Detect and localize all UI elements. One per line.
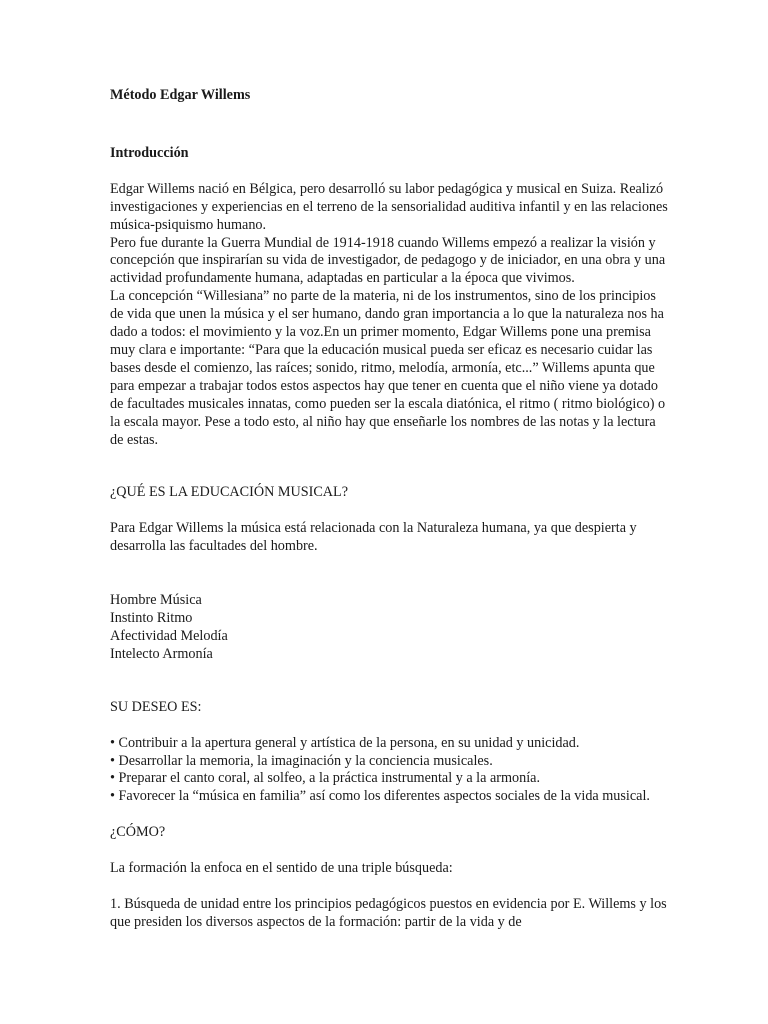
pair-item: Intelecto Armonía <box>110 645 213 662</box>
document-title: Método Edgar Willems <box>110 87 251 103</box>
intro-heading: Introducción <box>110 144 189 161</box>
bullet-item: • Favorecer la “música en familia” así como los diferentes aspectos sociales de la vida musical. <box>110 788 650 805</box>
pairs-list <box>110 592 670 664</box>
wish-bullets <box>110 735 670 807</box>
document-page <box>110 87 670 932</box>
education-text: Para Edgar Willems la música está relacionada con la Naturaleza humana, ya que despierta y desarrolla las facultades del hombre. <box>110 520 637 555</box>
wish-heading: SU DESEO ES: <box>110 698 202 715</box>
bullet-item: • Preparar el canto coral, al solfeo, a la práctica instrumental y a la armonía. <box>110 770 541 787</box>
how-text: La formación la enfoca en el sentido de una triple búsqueda: <box>110 860 453 877</box>
how-heading: ¿CÓMO? <box>110 824 166 841</box>
how-item-1: 1. Búsqueda de unidad entre los principios pedagógicos puestos en evidencia por E. Willems y los que presiden los diversos aspectos de la formación: partir de la vida y de <box>110 896 667 930</box>
intro-paragraph-3: La concepción “Willesiana” no parte de la materia, ni de los instrumentos, sino de los principios de vida que unen la música y el ser humano, dando gran importancia a lo que la naturaleza nos ha dado a todos: el movimiento y la voz.En un primer momento, Edgar Willems pone una premisa muy clara e importante: “Para que la educación musical pueda ser eficaz es necesario cuidar las bases desde el comienzo, las raíces; sonido, ritmo, melodía, armonía, etc...” Willems apunta que para empezar a trabajar todos estos aspectos hay que tener en cuenta que el niño viene ya dotado de facultades musicales innatas, como pueden ser la escala diatónica, el ritmo ( ritmo biológico) o la escala mayor. Pese a todo esto, al niño hay que enseñarle los nombres de las notas y la lectura de estas. <box>110 288 666 448</box>
education-heading: ¿QUÉ ES LA EDUCACIÓN MUSICAL? <box>110 484 349 501</box>
pair-item: Instinto Ritmo <box>110 610 193 627</box>
intro-paragraph-2: Pero fue durante la Guerra Mundial de 1914-1918 cuando Willems empezó a realizar la visión y concepción que inspirarían su vida de investigador, de pedagogo y de iniciador, en una obra y una actividad profundamente humana, adaptadas en particular a la época que vivimos. <box>110 234 666 287</box>
bullet-item: • Desarrollar la memoria, la imaginación y la conciencia musicales. <box>110 752 493 769</box>
pair-item: Afectividad Melodía <box>110 627 228 644</box>
bullet-item: • Contribuir a la apertura general y artística de la persona, en su unidad y unicidad. <box>110 734 580 751</box>
intro-paragraph-1: Edgar Willems nació en Bélgica, pero desarrolló su labor pedagógica y musical en Suiza. Realizó investigaciones y experiencias en el terreno de la sensorialidad auditiva infantil y en las relaciones música-psiquismo humano. <box>110 180 668 233</box>
pair-item: Hombre Música <box>110 592 202 609</box>
